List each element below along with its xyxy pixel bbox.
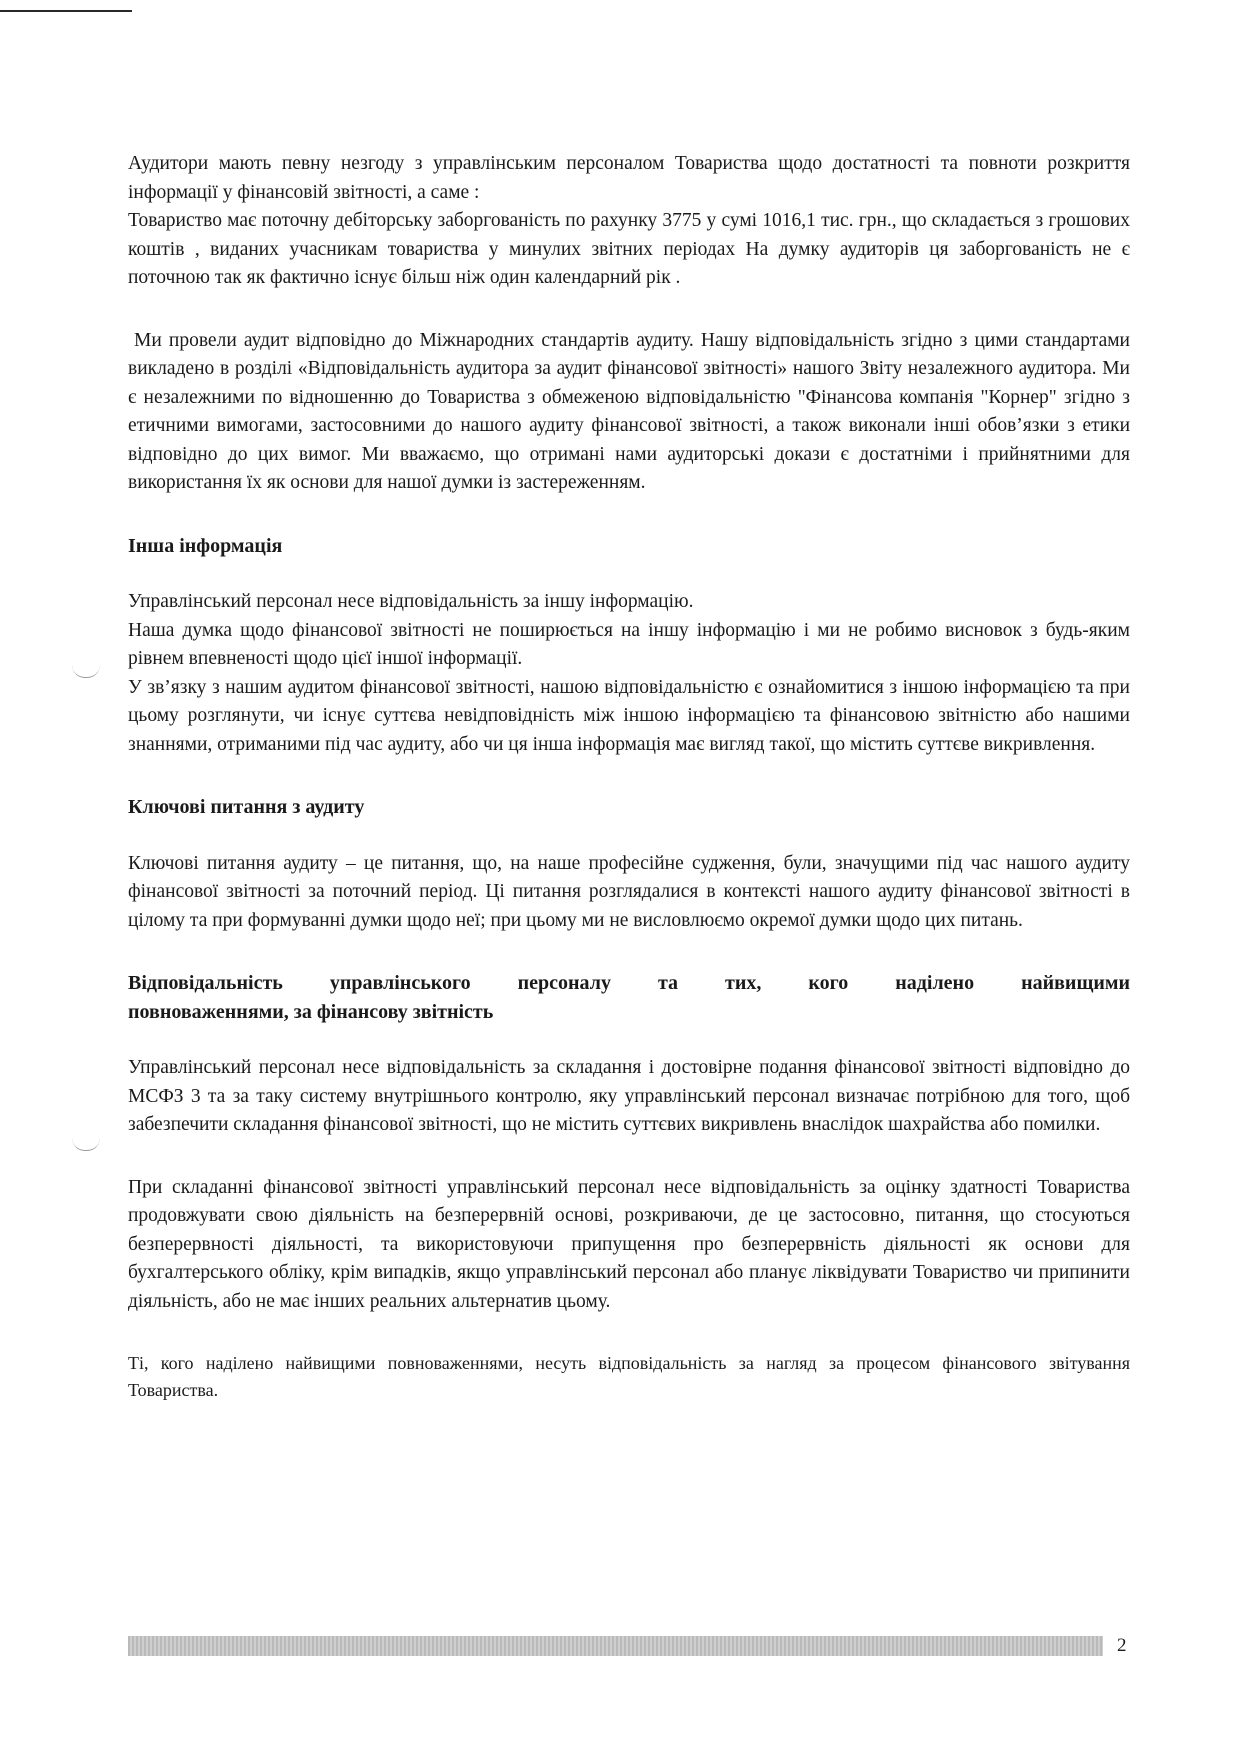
responsibility-heading [128,969,1130,1026]
scan-artifact-mark [72,1138,100,1151]
responsibility-heading-line: Відповідальність управлінського персоналу та тих, кого наділено найвищими [128,972,1130,994]
other-info-section [128,588,1130,759]
receivables-item: Товариство має поточну дебіторську заборгованість по рахунку 3775 у сумі 1016,1 тис. грн., що складається з грошових коштів , виданих учасникам товариства у минулих звітних періодах На думку аудиторів ця заборгованість не є поточною так як фактично існує більш ніж один календарний рік . [128,210,1130,288]
basis-paragraph: Ми провели аудит відповідно до Міжнародних стандартів аудиту. Нашу відповідальність згідно з цими стандартами викладено в розділі «Відповідальність аудитора за аудит фінансової звітності» нашого Звіту незалежного аудитора. Ми є незалежними по відношенню до Товариства з обмеженою відповідальністю "Фінансова компанія "Корнер" згідно з етичними вимогами, застосовними до нашого аудиту фінансової звітності, а також виконали інші обов’язки з етики відповідно до цих вимог. Ми вважаємо, що отримані нами аудиторські докази є достатніми і прийнятними для використання їх як основи для нашої думки із застереженням. [128,329,1130,493]
responsibility-paragraph: Управлінський персонал несе відповідальність за складання і достовірне подання фінансової звітності відповідно до МСФЗ 3 та за таку систему внутрішнього контролю, яку управлінський персонал визначає потрібною для того, щоб забезпечити складання фінансової звітності, що не містить суттєвих викривлень внаслідок шахрайства або помилки. [128,1057,1130,1135]
other-info-paragraph: Управлінський персонал несе відповідальність за іншу інформацію. [128,591,694,612]
document-page [128,150,1130,1404]
other-info-heading: Інша інформація [128,534,283,557]
opening-line: Аудитори мають певну незгоду з управлінським персоналом Товариства щодо достатності та повноти розкриття інформації у фінансовій звітності, а саме : [128,153,1130,203]
key-matters-paragraph: Ключові питання аудиту – це питання, що, на наше професійне судження, були, значущими під час нашого аудиту фінансової звітності за поточний період. Ці питання розглядалися в контексті нашого аудиту фінансової звітності в цілому та при формуванні думки щодо неї; при цьому ми не висловлюємо окремої думки щодо цих питань. [128,852,1130,931]
responsibility-paragraph: Ті, кого наділено найвищими повноваженнями, несуть відповідальність за нагляд за процесом фінансового звітування Товариства. [128,1353,1130,1400]
opening-paragraph [128,150,1130,293]
responsibility-heading-line: повноваженнями, за фінансову звітність [128,1000,494,1023]
scan-artifact-mark [72,665,100,678]
top-edge-rule [0,10,132,12]
responsibility-paragraph: При складанні фінансової звітності управлінський персонал несе відповідальність за оцінку здатності Товариства продовжувати свою діяльність на безперервній основі, розкриваючи, де це застосовно, питання, що стосуються безперервності діяльності, та використовуючи припущення про безперервність діяльності як основи для бухгалтерського обліку, крім випадків, якщо управлінський персонал або планує ліквідувати Товариство чи припинити діяльність, або не має інших реальних альтернатив цьому. [128,1176,1130,1312]
key-matters-heading: Ключові питання з аудиту [128,796,365,818]
footer-bar [128,1636,1103,1656]
other-info-paragraph: Наша думка щодо фінансової звітності не поширюється на іншу інформацію і ми не робимо висновок з будь-яким рівнем впевненості щодо цієї іншої інформації. [128,619,1130,669]
page-number: 2 [1117,1635,1127,1656]
other-info-paragraph: У зв’язку з нашим аудитом фінансової звітності, нашою відповідальністю є ознайомитися з іншою інформацією та при цьому розглянути, чи існує суттєва невідповідність між іншою інформацією та фінансовою звітністю або нашими знаннями, отриманими під час аудиту, або чи ця інша інформація має вигляд такої, що містить суттєве викривлення. [128,676,1130,755]
